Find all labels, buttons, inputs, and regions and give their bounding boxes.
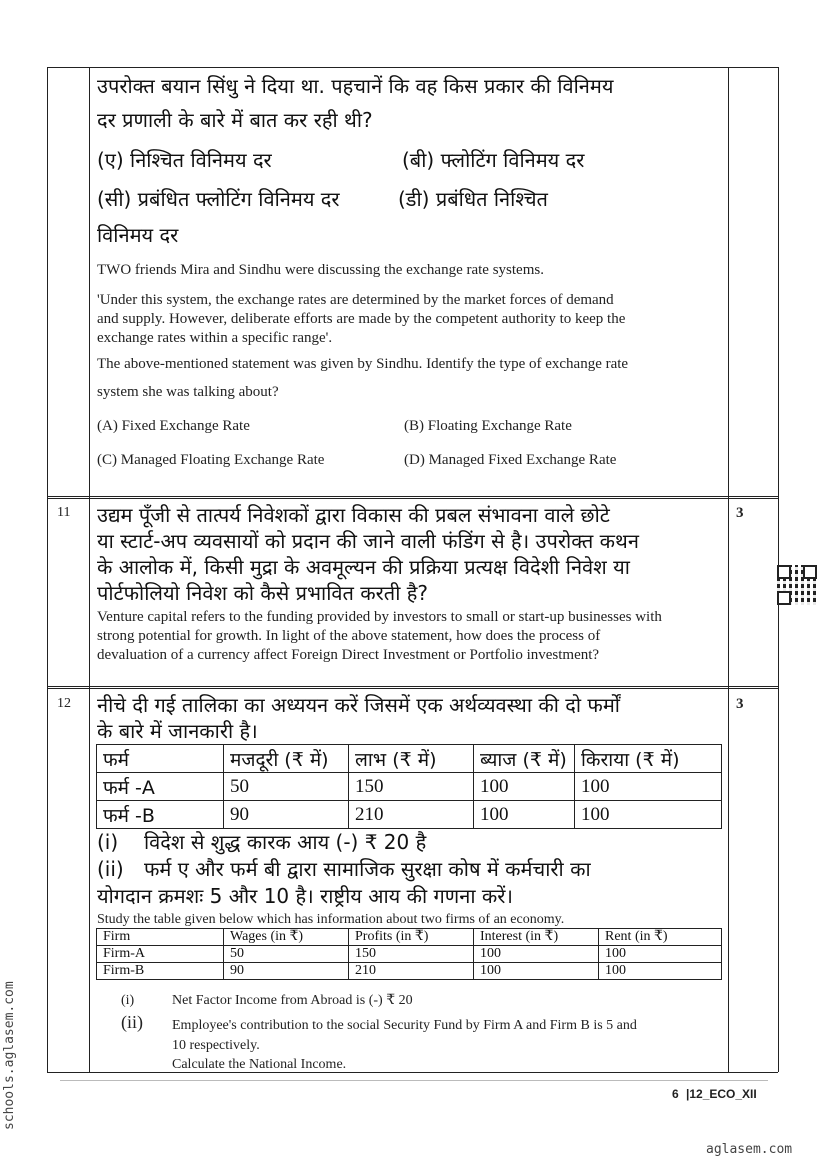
q11-english-line-3: devaluation of a currency affect Foreign Direct Investment or Portfolio investment? xyxy=(97,647,600,663)
table-cell: 100 xyxy=(575,801,722,829)
table-header-row xyxy=(97,929,722,946)
table-header-cell: Interest (in ₹) xyxy=(474,929,599,946)
q10-english-quote-1: 'Under this system, the exchange rates are determined by the market forces of demand xyxy=(97,292,614,308)
q11-english-line-1: Venture capital refers to the funding provided by investors to small or start-up businesses with xyxy=(97,609,662,625)
table-header-cell: लाभ (₹ में) xyxy=(349,745,474,773)
table-cell: 100 xyxy=(474,773,575,801)
q10-hindi-line-1: उपरोक्त बयान सिंधु ने दिया था. पहचानें कि वह किस प्रकार की विनिमय xyxy=(97,74,614,98)
q12-english-note-i: Net Factor Income from Abroad is (-) ₹ 20 xyxy=(172,993,413,1008)
frame-col2 xyxy=(728,67,729,1072)
table-cell: 50 xyxy=(224,773,349,801)
table-cell: 210 xyxy=(349,963,474,980)
q11-number: 11 xyxy=(57,505,71,520)
q12-english-table xyxy=(96,928,722,980)
table-row xyxy=(97,773,722,801)
table-header-cell: Firm xyxy=(97,929,224,946)
q12-hindi-note-i: विदेश से शुद्ध कारक आय (-) ₹ 20 है xyxy=(144,830,427,854)
q10-english-quote-3: exchange rates within a specific range'. xyxy=(97,330,333,346)
q12-hindi-note-ii-label: (ii) xyxy=(97,857,124,881)
table-cell: 150 xyxy=(349,946,474,963)
q12-hindi-note-i-label: (i) xyxy=(97,830,119,854)
frame-col1 xyxy=(89,67,90,1072)
table-cell-firm: फर्म -B xyxy=(97,801,224,829)
q10-english-quote-2: and supply. However, deliberate efforts are made by the competent authority to keep the xyxy=(97,311,626,327)
table-cell: 150 xyxy=(349,773,474,801)
table-cell: 100 xyxy=(599,946,722,963)
table-cell: 90 xyxy=(224,801,349,829)
row-divider-q12b xyxy=(47,688,778,689)
footer-rule xyxy=(60,1080,768,1081)
frame-top xyxy=(47,67,778,68)
table-cell: 100 xyxy=(474,963,599,980)
q12-hindi-line-1: नीचे दी गई तालिका का अध्ययन करें जिसमें एक अर्थव्यवस्था की दो फर्मों xyxy=(97,693,620,717)
q11-hindi-line-1: उद्यम पूँजी से तात्पर्य निवेशकों द्वारा विकास की प्रबल संभावना वाले छोटे xyxy=(97,503,610,527)
q12-english-intro: Study the table given below which has information about two firms of an economy. xyxy=(97,912,565,927)
q12-english-calc: Calculate the National Income. xyxy=(172,1057,347,1072)
q10-hindi-option-a: (ए) निश्चित विनिमय दर xyxy=(97,148,272,172)
q12-english-note-ii: Employee's contribution to the social Security Fund by Firm A and Firm B is 5 and xyxy=(172,1018,637,1033)
table-cell-firm: Firm-A xyxy=(97,946,224,963)
table-header-cell: ब्याज (₹ में) xyxy=(474,745,575,773)
q11-marks: 3 xyxy=(736,505,744,521)
table-header-row xyxy=(97,745,722,773)
q11-hindi-line-4: पोर्टफोलियो निवेश को कैसे प्रभावित करती है? xyxy=(97,581,428,605)
table-cell: 100 xyxy=(599,963,722,980)
q10-english-option-b: (B) Floating Exchange Rate xyxy=(404,418,572,434)
footer-paper-code: |12_ECO_XII xyxy=(686,1087,757,1101)
table-row xyxy=(97,963,722,980)
table-header-cell: फर्म xyxy=(97,745,224,773)
q10-english-question-1: The above-mentioned statement was given by Sindhu. Identify the type of exchange rate xyxy=(97,356,629,372)
table-header-cell: किराया (₹ में) xyxy=(575,745,722,773)
frame-left xyxy=(47,67,48,1072)
table-cell: 100 xyxy=(575,773,722,801)
row-divider-q11b xyxy=(47,498,778,499)
table-row xyxy=(97,801,722,829)
table-cell-firm: Firm-B xyxy=(97,963,224,980)
qr-code-image xyxy=(777,565,817,605)
q12-number: 12 xyxy=(57,696,71,711)
table-row xyxy=(97,946,722,963)
footer-brand: aglasem.com xyxy=(706,1142,793,1157)
row-divider-q11 xyxy=(47,496,778,497)
q12-english-note-ii-label: (ii) xyxy=(121,1012,143,1032)
q10-hindi-option-d: (डी) प्रबंधित निश्चित xyxy=(398,187,548,211)
frame-bottom xyxy=(47,1072,778,1073)
q12-marks: 3 xyxy=(736,696,744,712)
q10-english-intro: TWO friends Mira and Sindhu were discussing the exchange rate systems. xyxy=(97,262,544,278)
q10-hindi-option-c: (सी) प्रबंधित फ्लोटिंग विनिमय दर xyxy=(97,187,340,211)
table-header-cell: मजदूरी (₹ में) xyxy=(224,745,349,773)
q12-hindi-line-2: के बारे में जानकारी है। xyxy=(97,719,258,743)
table-cell: 210 xyxy=(349,801,474,829)
table-header-cell: Profits (in ₹) xyxy=(349,929,474,946)
table-header-cell: Wages (in ₹) xyxy=(224,929,349,946)
table-header-cell: Rent (in ₹) xyxy=(599,929,722,946)
q11-hindi-line-2: या स्टार्ट-अप व्यवसायों को प्रदान की जाने वाली फंडिंग से है। उपरोक्त कथन xyxy=(97,529,639,553)
q12-english-note-ii-cont: 10 respectively. xyxy=(172,1038,260,1053)
row-divider-q12 xyxy=(47,686,778,687)
q10-hindi-option-b: (बी) फ्लोटिंग विनिमय दर xyxy=(402,148,585,172)
footer-page-number: 6 xyxy=(672,1087,679,1101)
q12-hindi-note-ii: फर्म ए और फर्म बी द्वारा सामाजिक सुरक्षा कोष में कर्मचारी का xyxy=(144,857,591,881)
q10-hindi-option-d-cont: विनिमय दर xyxy=(97,223,179,247)
table-cell: 90 xyxy=(224,963,349,980)
q12-english-note-i-label: (i) xyxy=(121,993,135,1008)
side-watermark: schools.aglasem.com xyxy=(2,981,17,1130)
q10-english-option-c: (C) Managed Floating Exchange Rate xyxy=(97,452,325,468)
q11-english-line-2: strong potential for growth. In light of the above statement, how does the process of xyxy=(97,628,601,644)
q11-hindi-line-3: के आलोक में, किसी मुद्रा के अवमूल्यन की प्रक्रिया प्रत्यक्ष विदेशी निवेश या xyxy=(97,555,630,579)
q12-hindi-note-ii-cont: योगदान क्रमशः 5 और 10 है। राष्ट्रीय आय की गणना करें। xyxy=(97,884,514,908)
q10-english-option-d: (D) Managed Fixed Exchange Rate xyxy=(404,452,617,468)
table-cell: 100 xyxy=(474,801,575,829)
table-cell-firm: फर्म -A xyxy=(97,773,224,801)
table-cell: 50 xyxy=(224,946,349,963)
q10-english-question-2: system she was talking about? xyxy=(97,384,279,400)
q10-hindi-line-2: दर प्रणाली के बारे में बात कर रही थी? xyxy=(97,108,373,132)
q12-hindi-table xyxy=(96,744,722,829)
q10-english-option-a: (A) Fixed Exchange Rate xyxy=(97,418,250,434)
table-cell: 100 xyxy=(474,946,599,963)
